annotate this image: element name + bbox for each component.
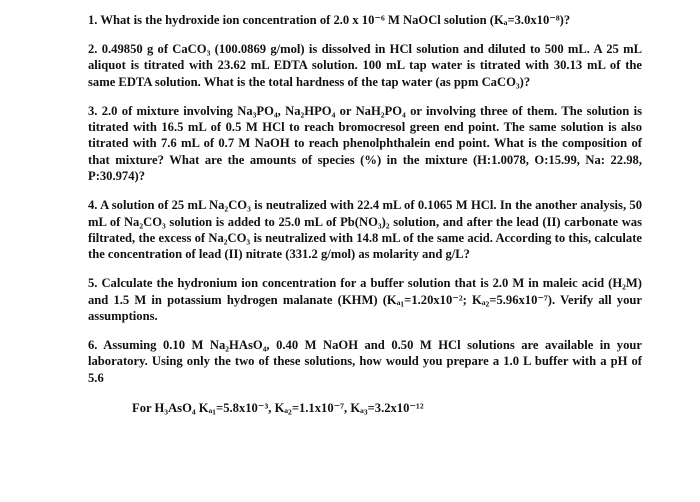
question-4: 4. A solution of 25 mL Na₂CO₃ is neutralized with 22.4 mL of 0.1065 M HCl. In the another analysis, 50 mL of Na₂CO₃ solution is added to 25.0 mL of Pb(NO₃)₂ solution, and after the lead (II) carbonate was filtrated, the excess of Na₂CO₃ is neutralized with 14.8 mL of the same acid. According to this, calculate the concentration of lead (II) nitrate (331.2 g/mol) as molarity and g/L? — [88, 198, 642, 262]
question-sheet — [88, 12, 642, 417]
arsenic-acid-constants: For H₃AsO₄ Kₐ₁=5.8x10⁻³, Kₐ₂=1.1x10⁻⁷, Kₐ₃=3.2x10⁻¹² — [132, 401, 424, 416]
question-5: 5. Calculate the hydronium ion concentration for a buffer solution that is 2.0 M in maleic acid (H₂M) and 1.5 M in potassium hydrogen malanate (KHM) (Kₐ₁=1.20x10⁻²; Kₐ₂=5.96x10⁻⁷). Verify all your assumptions. — [88, 276, 642, 324]
question-6: 6. Assuming 0.10 M Na₂HAsO₄, 0.40 M NaOH and 0.50 M HCl solutions are available in your laboratory. Using only the two of these solutions, how would you prepare a 1.0 L buffer with a pH of 5.6 — [88, 338, 642, 385]
question-3: 3. 2.0 of mixture involving Na₃PO₄, Na₂HPO₄ or NaH₂PO₄ or involving three of them. The solution is titrated with 16.5 mL of 0.5 M HCl to reach bromocresol green end point. The same solution is also titrated with 7.6 mL of 0.7 M NaOH to reach phenolphthalein end point. What is the composition of that mixture? What are the amounts of species (%) in the mixture (H:1.0078, O:15.99, Na: 22.98, P:30.974)? — [88, 103, 642, 184]
question-1: 1. What is the hydroxide ion concentration of 2.0 x 10⁻⁶ M NaOCl solution (Kₐ=3.0x10⁻⁸)? — [88, 13, 571, 27]
question-2: 2. 0.49850 g of CaCO₃ (100.0869 g/mol) is dissolved in HCl solution and diluted to 500 mL. A 25 mL aliquot is titrated with 23.62 mL EDTA solution. 100 mL tap water is titrated with 30.13 mL of the same EDTA solution. What is the total hardness of the tap water (as ppm CaCO₃)? — [88, 41, 642, 89]
